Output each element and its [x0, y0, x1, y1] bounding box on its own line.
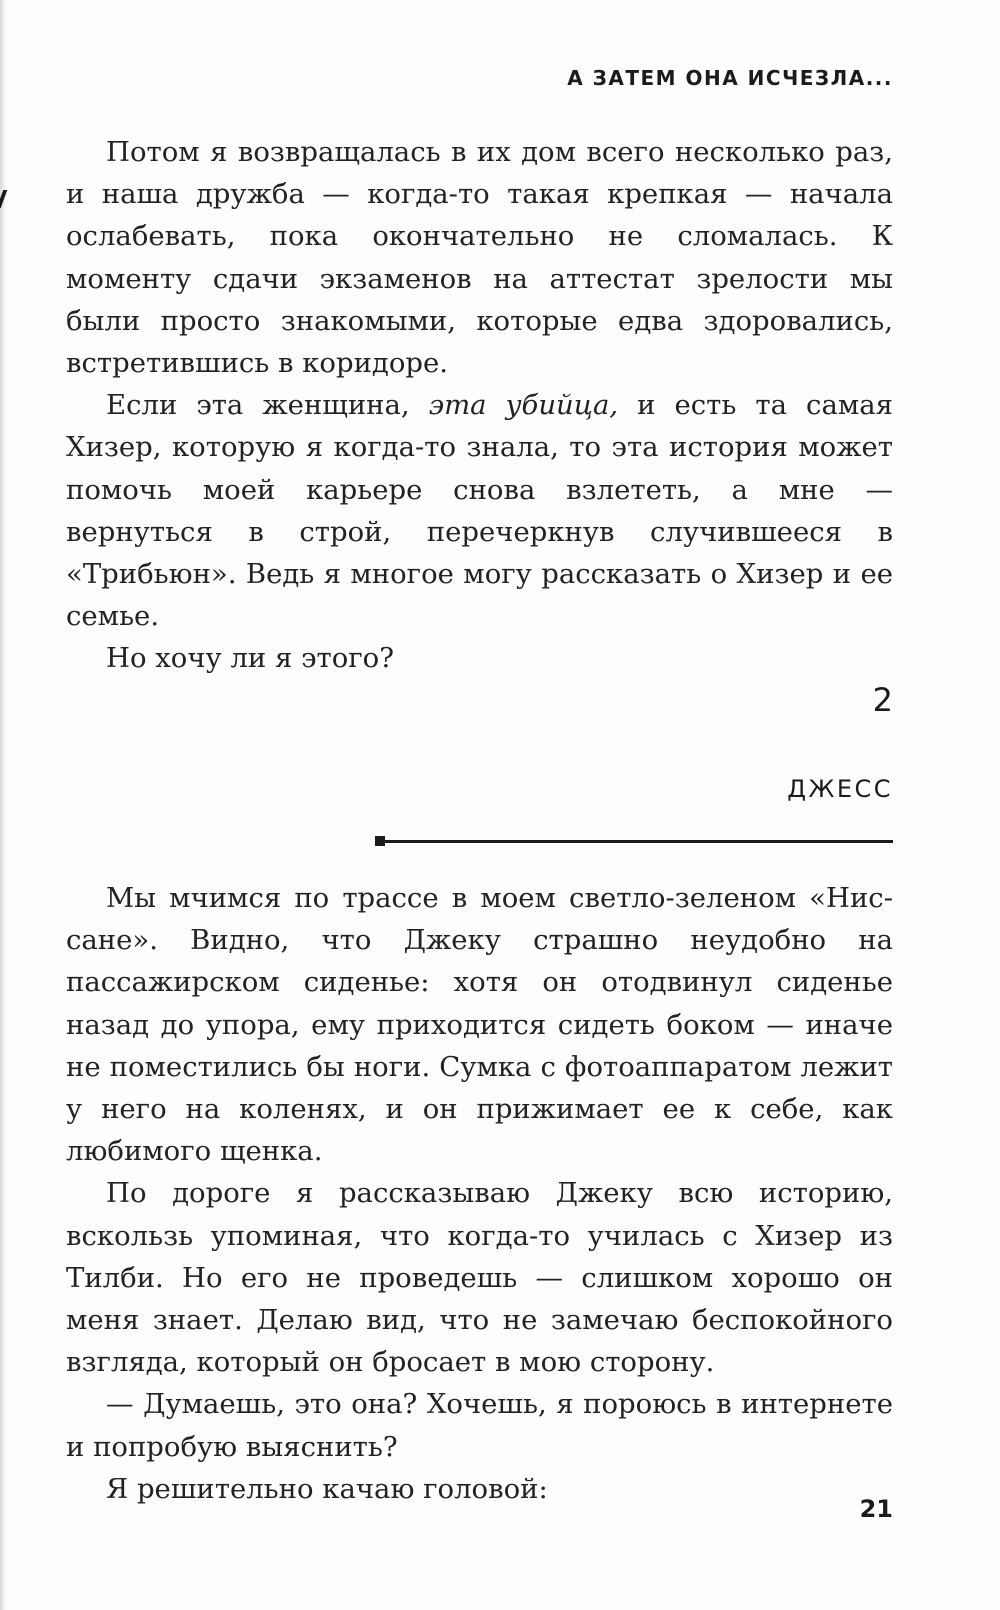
body-text-top: [66, 131, 893, 680]
paragraph: Я решительно качаю головой:: [106, 1472, 548, 1505]
paragraph: — Думаешь, это она? Хочешь, я пороюсь в интернете и попробую выяснить?: [66, 1388, 893, 1463]
page-gutter-shadow: [0, 0, 6, 1610]
chapter-number: 2: [872, 681, 893, 719]
chapter-divider: [377, 840, 893, 843]
paragraph: Потом я возвращалась в их дом всего несколько раз, и наша дружба — когда-то такая крепкая — начала ослабевать, пока окончательно не сломалась. К моменту сдачи экзаменов на аттестат зрелости мы были просто знакомыми, которые едва здоровались, встретившись в коридоре.: [66, 136, 893, 380]
chapter-divider-square: [375, 836, 385, 846]
italic-text: эта убийца,: [428, 389, 619, 422]
paragraph: Мы мчимся по трассе в моем светло-зеленом «Ниссане». Видно, что Джеку страшно неудобно на пассажирском сиденье: хотя он отодвинул сиденье назад до упора, ему приходится сидеть боком — иначе не поместились бы ноги. Сумка с фотоаппаратом лежит у него на коленях, и он прижимает ее к себе, как любимого щенка.: [66, 882, 893, 1168]
chapter-title: ДЖЕСС: [787, 775, 893, 803]
running-head: А ЗАТЕМ ОНА ИСЧЕЗЛА...: [567, 66, 893, 90]
text-run: и есть та самая Хизер, которую я когда-то знала, то эта история может помочь моей карьере снова взлететь, а мне — вернуться в строй, перечеркнув случившееся в «Трибьюн». Ведь я многое могу рассказать о Хизер и ее семье.: [66, 389, 893, 633]
body-text-bottom: [66, 877, 893, 1510]
text-run: Если эта женщина,: [106, 389, 429, 422]
paragraph: По дороге я рассказываю Джеку всю историю, вскользь упоминая, что когда-то училась с Хизер из Тилби. Но его не проведешь — слишком хорошо он меня знает. Делаю вид, что не замечаю беспокойного взгляда, который он бросает в мою сторону.: [66, 1177, 893, 1379]
paragraph: Но хочу ли я этого?: [106, 642, 394, 675]
paragraph: [66, 384, 893, 637]
page-number: 21: [859, 1495, 893, 1523]
